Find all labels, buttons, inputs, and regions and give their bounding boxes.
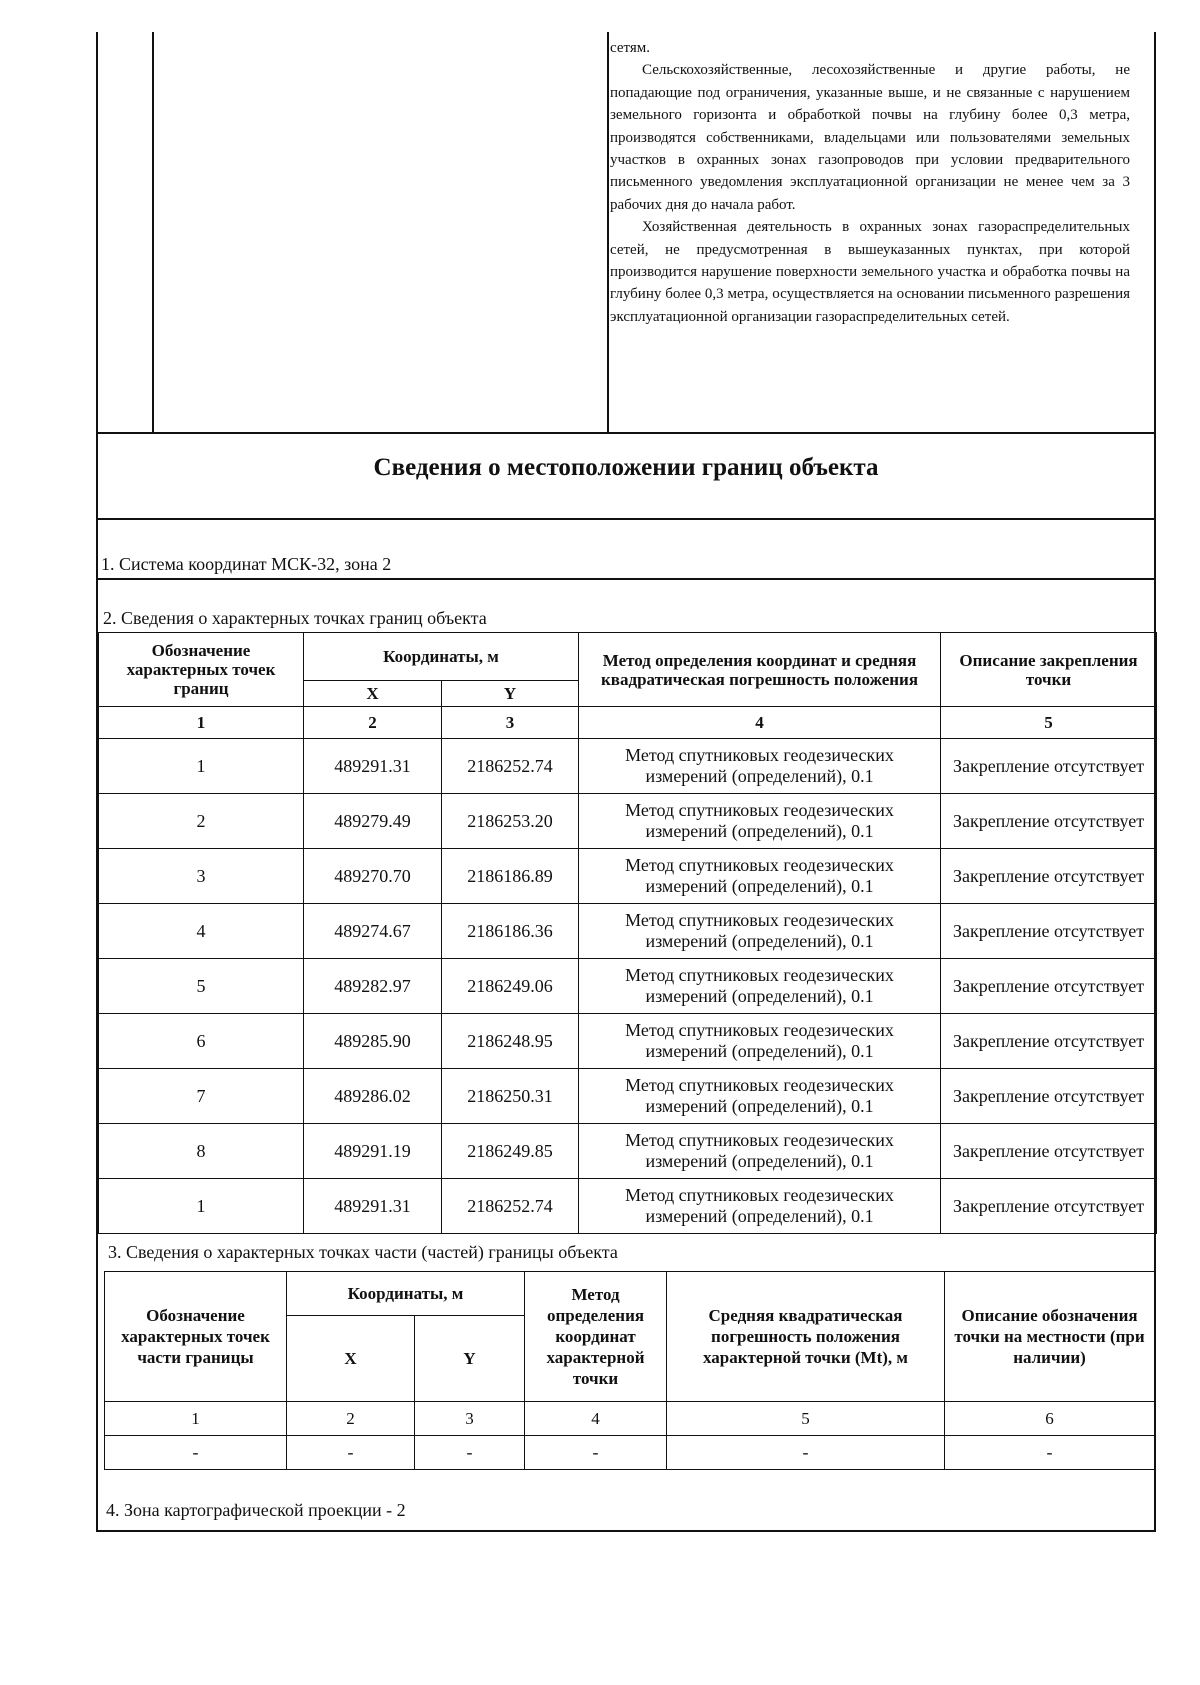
desc-cell: Закрепление отсутствует bbox=[941, 1179, 1157, 1234]
header-method: Метод определения координат и средняя квадратическая погрешность положения bbox=[579, 633, 941, 707]
boundary-points-table bbox=[98, 632, 1157, 1234]
point-cell: 5 bbox=[99, 959, 304, 1014]
x-cell: 489282.97 bbox=[304, 959, 442, 1014]
legal-paragraph-2: Хозяйственная деятельность в охранных зонах газораспределительных сетей, не предусмотренная в вышеуказанных пунктах, при которой производится нарушение поверхности земельного участка и обработка почвы на глубину более 0,3 метра, осуществляется на основании письменного разрешения эксплуатационной организации газораспределительных сетей. bbox=[610, 219, 1130, 325]
y-cell: 2186249.85 bbox=[442, 1124, 579, 1179]
header-error: Средняя квадратическая погрешность положения характерной точки (Mt), м bbox=[667, 1272, 945, 1402]
method-cell: Метод спутниковых геодезических измерений (определений), 0.1 bbox=[579, 849, 941, 904]
x-cell: 489291.19 bbox=[304, 1124, 442, 1179]
header-point: Обозначение характерных точек части границы bbox=[105, 1272, 287, 1402]
x-cell: 489270.70 bbox=[304, 849, 442, 904]
table-row bbox=[99, 1069, 1157, 1124]
column-numbers-row bbox=[99, 707, 1157, 739]
point-cell: 7 bbox=[99, 1069, 304, 1124]
desc-cell: Закрепление отсутствует bbox=[941, 904, 1157, 959]
method-cell: Метод спутниковых геодезических измерений (определений), 0.1 bbox=[579, 1014, 941, 1069]
point-cell: 6 bbox=[99, 1014, 304, 1069]
method-cell: Метод спутниковых геодезических измерений (определений), 0.1 bbox=[579, 1069, 941, 1124]
x-cell: 489279.49 bbox=[304, 794, 442, 849]
empty-cell: - bbox=[105, 1436, 287, 1470]
projection-zone: 4. Зона картографической проекции - 2 bbox=[106, 1500, 406, 1520]
frame-bottom-line bbox=[96, 1530, 1156, 1532]
column-numbers-row bbox=[105, 1402, 1155, 1436]
point-cell: 1 bbox=[99, 739, 304, 794]
point-cell: 2 bbox=[99, 794, 304, 849]
method-cell: Метод спутниковых геодезических измерений (определений), 0.1 bbox=[579, 739, 941, 794]
x-cell: 489291.31 bbox=[304, 1179, 442, 1234]
table-row bbox=[99, 739, 1157, 794]
desc-cell: Закрепление отсутствует bbox=[941, 849, 1157, 904]
frame-line-1 bbox=[96, 432, 1156, 434]
empty-cell: - bbox=[667, 1436, 945, 1470]
column-number: 4 bbox=[579, 707, 941, 739]
table3-caption: 3. Сведения о характерных точках части (частей) границы объекта bbox=[108, 1242, 618, 1262]
method-cell: Метод спутниковых геодезических измерений (определений), 0.1 bbox=[579, 904, 941, 959]
method-cell: Метод спутниковых геодезических измерений (определений), 0.1 bbox=[579, 1179, 941, 1234]
point-cell: 8 bbox=[99, 1124, 304, 1179]
empty-cell: - bbox=[415, 1436, 525, 1470]
column-number: 1 bbox=[99, 707, 304, 739]
header-coords: Координаты, м bbox=[287, 1272, 525, 1316]
column-number: 2 bbox=[287, 1402, 415, 1436]
column-number: 4 bbox=[525, 1402, 667, 1436]
header-desc: Описание обозначения точки на местности (при наличии) bbox=[945, 1272, 1155, 1402]
y-cell: 2186253.20 bbox=[442, 794, 579, 849]
y-cell: 2186250.31 bbox=[442, 1069, 579, 1124]
desc-cell: Закрепление отсутствует bbox=[941, 959, 1157, 1014]
legal-paragraph-0: сетям. bbox=[610, 40, 650, 56]
x-cell: 489286.02 bbox=[304, 1069, 442, 1124]
column-number: 1 bbox=[105, 1402, 287, 1436]
point-cell: 3 bbox=[99, 849, 304, 904]
y-cell: 2186249.06 bbox=[442, 959, 579, 1014]
point-cell: 4 bbox=[99, 904, 304, 959]
empty-cell: - bbox=[287, 1436, 415, 1470]
part-boundary-points-table bbox=[104, 1271, 1155, 1470]
table-row bbox=[99, 959, 1157, 1014]
table-row bbox=[99, 1014, 1157, 1069]
table2-caption: 2. Сведения о характерных точках границ объекта bbox=[103, 608, 487, 628]
table-row bbox=[99, 849, 1157, 904]
table-row bbox=[99, 794, 1157, 849]
empty-cell: - bbox=[945, 1436, 1155, 1470]
y-cell: 2186252.74 bbox=[442, 1179, 579, 1234]
column-number: 6 bbox=[945, 1402, 1155, 1436]
frame-text-left-line bbox=[607, 32, 609, 432]
y-cell: 2186248.95 bbox=[442, 1014, 579, 1069]
method-cell: Метод спутниковых геодезических измерений (определений), 0.1 bbox=[579, 1124, 941, 1179]
desc-cell: Закрепление отсутствует bbox=[941, 1014, 1157, 1069]
y-cell: 2186186.89 bbox=[442, 849, 579, 904]
desc-cell: Закрепление отсутствует bbox=[941, 794, 1157, 849]
desc-cell: Закрепление отсутствует bbox=[941, 1124, 1157, 1179]
table-row bbox=[99, 1179, 1157, 1234]
section-title: Сведения о местоположении границ объекта bbox=[373, 454, 879, 481]
empty-cell: - bbox=[525, 1436, 667, 1470]
desc-cell: Закрепление отсутствует bbox=[941, 739, 1157, 794]
frame-inner-line bbox=[152, 32, 154, 432]
column-number: 3 bbox=[442, 707, 579, 739]
header-x: X bbox=[287, 1316, 415, 1402]
desc-cell: Закрепление отсутствует bbox=[941, 1069, 1157, 1124]
coordinate-system: 1. Система координат МСК-32, зона 2 bbox=[101, 554, 392, 574]
header-y: Y bbox=[415, 1316, 525, 1402]
y-cell: 2186186.36 bbox=[442, 904, 579, 959]
header-method: Метод определения координат характерной точки bbox=[525, 1272, 667, 1402]
header-point: Обозначение характерных точек границ bbox=[99, 633, 304, 707]
legal-text bbox=[610, 37, 1130, 328]
header-coords: Координаты, м bbox=[304, 633, 579, 681]
legal-paragraph-1: Сельскохозяйственные, лесохозяйственные и другие работы, не попадающие под ограничения, указанные выше, и не связанные с нарушением земельного горизонта и обработкой почвы на глубину более 0,3 метра, производятся собственниками, владельцами или пользователями земельных участков в охранных зонах газопроводов при условии предварительного письменного уведомления эксплуатационной организации не менее чем за 3 рабочих дня до начала работ. bbox=[610, 62, 1130, 213]
method-cell: Метод спутниковых геодезических измерений (определений), 0.1 bbox=[579, 794, 941, 849]
x-cell: 489285.90 bbox=[304, 1014, 442, 1069]
frame-line-3 bbox=[96, 578, 1156, 580]
y-cell: 2186252.74 bbox=[442, 739, 579, 794]
table-row bbox=[99, 904, 1157, 959]
header-desc: Описание закрепления точки bbox=[941, 633, 1157, 707]
point-cell: 1 bbox=[99, 1179, 304, 1234]
x-cell: 489274.67 bbox=[304, 904, 442, 959]
column-number: 2 bbox=[304, 707, 442, 739]
x-cell: 489291.31 bbox=[304, 739, 442, 794]
column-number: 3 bbox=[415, 1402, 525, 1436]
header-y: Y bbox=[442, 681, 579, 707]
column-number: 5 bbox=[667, 1402, 945, 1436]
frame-line-2 bbox=[96, 518, 1156, 520]
table-row bbox=[105, 1436, 1155, 1470]
header-x: X bbox=[304, 681, 442, 707]
table-row bbox=[99, 1124, 1157, 1179]
method-cell: Метод спутниковых геодезических измерений (определений), 0.1 bbox=[579, 959, 941, 1014]
column-number: 5 bbox=[941, 707, 1157, 739]
